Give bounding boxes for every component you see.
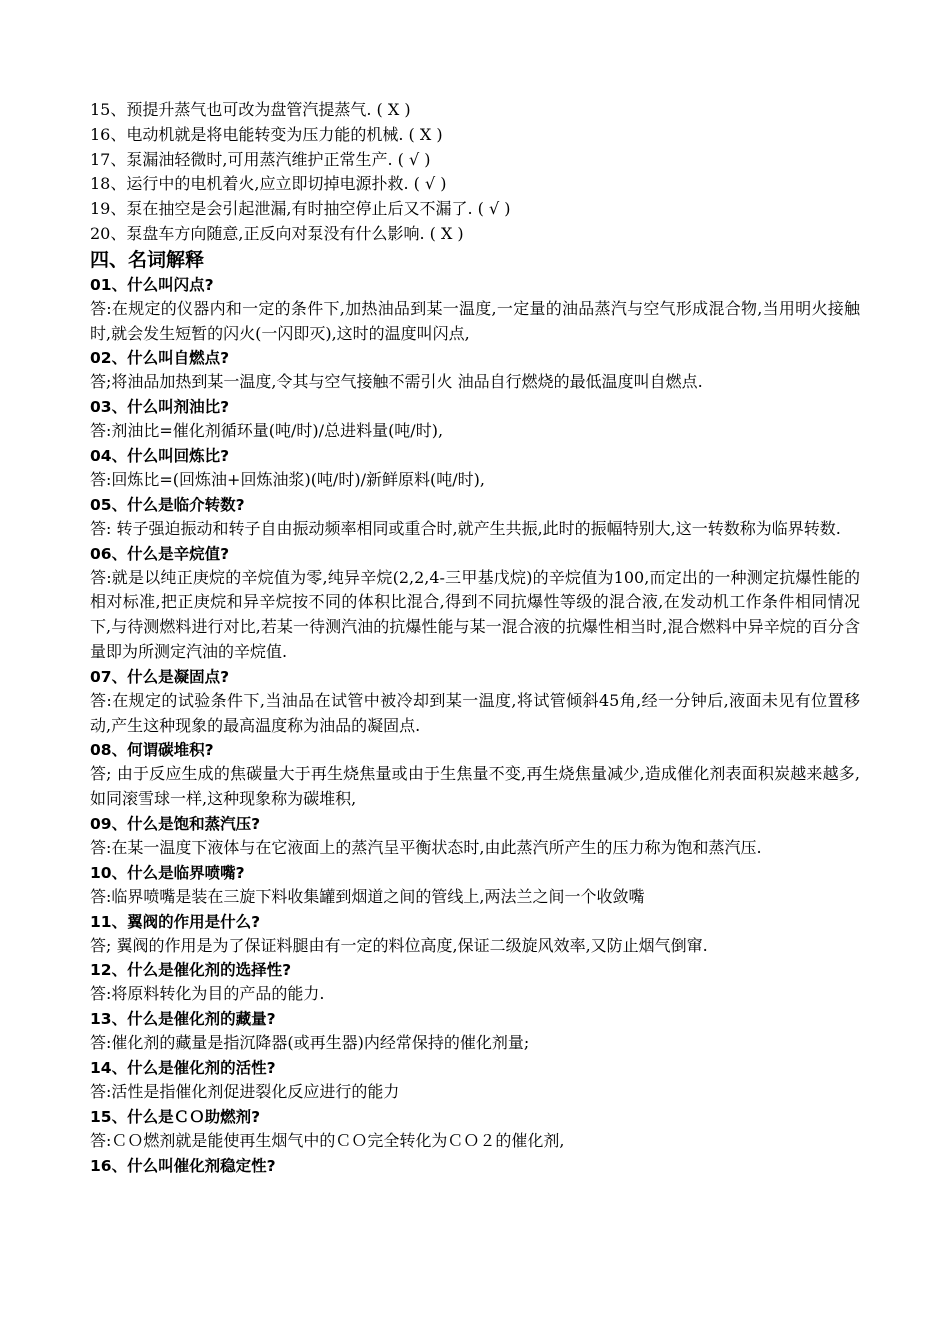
answer: 答:活性是指催化剂促进裂化反应进行的能力 (90, 1081, 400, 1101)
question: 13、什么是催化剂的藏量? (90, 1010, 276, 1029)
answer: 答:回炼比=(回炼油+回炼油浆)(吨/时)/新鲜原料(吨/时), (90, 469, 485, 489)
true-false-item: 18、运行中的电机着火,应立即切掉电源扑救. ( √ ) (90, 174, 447, 194)
question: 05、什么是临介转数? (90, 495, 245, 514)
document-page (90, 98, 860, 1178)
answer: 答:在规定的仪器内和一定的条件下,加热油品到某一温度,一定量的油品蒸汽与空气形成混合物,当用明火接触时,就会发生短暂的闪火(一闪即灭),这时的温度叫闪点, (90, 298, 860, 343)
answer: 答:在规定的试验条件下,当油品在试管中被冷却到某一温度,将试管倾斜45角,经一分钟后,液面未见有位置移动,产生这种现象的最高温度称为油品的凝固点. (90, 690, 860, 735)
answer: 答:临界喷嘴是装在三旋下料收集罐到烟道之间的管线上,两法兰之间一个收敛嘴 (90, 886, 645, 906)
question: 10、什么是临界喷嘴? (90, 863, 245, 882)
question: 11、翼阀的作用是什么? (90, 912, 261, 931)
question: 12、什么是催化剂的选择性? (90, 961, 292, 980)
true-false-item: 17、泵漏油轻微时,可用蒸汽维护正常生产. ( √ ) (90, 149, 431, 169)
question: 01、什么叫闪点? (90, 275, 214, 294)
answer: 答; 由于反应生成的焦碳量大于再生烧焦量或由于生焦量不变,再生烧焦量减少,造成催化剂表面积炭越来越多,如同滚雪球一样,这种现象称为碳堆积, (90, 764, 860, 809)
true-false-item: 16、电动机就是将电能转变为压力能的机械. ( X ) (90, 124, 443, 144)
answer: 答: 转子强迫振动和转子自由振动频率相同或重合时,就产生共振,此时的振幅特别大,这一转数称为临界转数. (90, 518, 841, 538)
answer: 答:将原料转化为目的产品的能力. (90, 984, 325, 1004)
answer: 答:ＣＯ燃剂就是能使再生烟气中的ＣＯ完全转化为ＣＯ２的催化剂, (90, 1130, 565, 1150)
question: 04、什么叫回炼比? (90, 446, 230, 465)
question: 06、什么是辛烷值? (90, 544, 230, 563)
question: 09、什么是饱和蒸汽压? (90, 814, 261, 833)
true-false-item: 19、泵在抽空是会引起泄漏,有时抽空停止后又不漏了. ( √ ) (90, 199, 511, 219)
question: 14、什么是催化剂的活性? (90, 1058, 276, 1077)
section-title: 四、名词解释 (90, 248, 205, 271)
answer: 答; 翼阀的作用是为了保证料腿由有一定的料位高度,保证二级旋风效率,又防止烟气倒窜. (90, 935, 708, 955)
question: 08、何谓碳堆积? (90, 741, 214, 760)
question: 07、什么是凝固点? (90, 667, 230, 686)
question: 16、什么叫催化剂稳定性? (90, 1156, 276, 1175)
question: 15、什么是ＣＯ助燃剂? (90, 1107, 261, 1126)
true-false-item: 20、泵盘车方向随意,正反向对泵没有什么影响. ( X ) (90, 223, 464, 243)
answer: 答:剂油比=催化剂循环量(吨/时)/总进料量(吨/时), (90, 421, 444, 441)
question: 03、什么叫剂油比? (90, 398, 230, 417)
answer: 答;将油品加热到某一温度,令其与空气接触不需引火 油品自行燃烧的最低温度叫自燃点. (90, 372, 703, 392)
question: 02、什么叫自燃点? (90, 349, 230, 368)
answer: 答:在某一温度下液体与在它液面上的蒸汽呈平衡状态时,由此蒸汽所产生的压力称为饱和蒸汽压. (90, 837, 762, 857)
answer: 答:催化剂的藏量是指沉降器(或再生器)内经常保持的催化剂量; (90, 1033, 530, 1053)
answer: 答:就是以纯正庚烷的辛烷值为零,纯异辛烷(2,2,4-三甲基戊烷)的辛烷值为100,而定出的一种测定抗爆性能的相对标准,把正庚烷和异辛烷按不同的体积比混合,得到不同抗爆性等级的混合液,在发动机工作条件相同情况下,与待测燃料进行对比,若某一待测汽油的抗爆性能与某一混合液的抗爆性相当时,混合燃料中异辛烷的百分含量即为所测定汽油的辛烷值. (90, 567, 860, 661)
true-false-item: 15、预提升蒸气也可改为盘管汽提蒸气. ( X ) (90, 100, 411, 119)
